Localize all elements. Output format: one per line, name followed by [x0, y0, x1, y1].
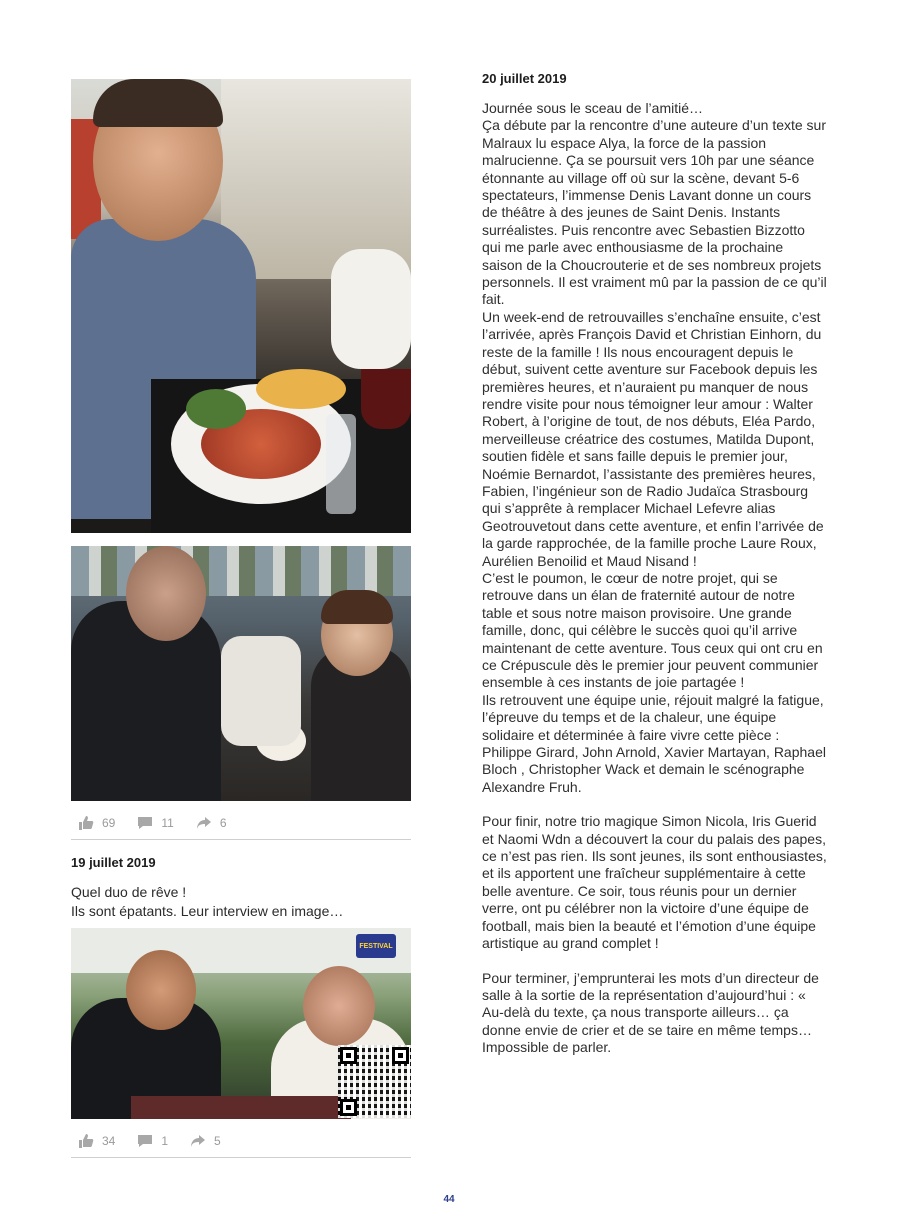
man-left-head [126, 950, 196, 1030]
share-icon [190, 1134, 206, 1148]
page-number: 44 [443, 1194, 455, 1205]
man-right-head [303, 966, 375, 1046]
caption-line: Quel duo de rêve ! [71, 884, 187, 900]
glass [326, 414, 356, 514]
share-icon [196, 816, 212, 830]
comment-count: 11 [161, 816, 174, 830]
article-paragraph: Pour finir, notre trio magique Simon Nicola, Iris Guerid et Naomi Wdn a découvert la cour du palais des papes, ce n’est pas rien. Ils sont jeunes, ils sont enthousiastes, et ils apportent une fraîcheur supplémentaire à cette belle aventure. Ce soir, tous réunis pour un dernier verre, ont pu célébrer non la victoire d’une équipe de football, mais bien la beauté et l’émotion d’une équipe artistique au grand complet ! [482, 813, 827, 952]
man-hair [93, 79, 223, 127]
post2-date: 19 juillet 2019 [71, 855, 156, 870]
qr-finder [392, 1047, 409, 1064]
divider [71, 1157, 411, 1158]
share-count: 5 [214, 1134, 221, 1148]
article-date: 20 juillet 2019 [482, 71, 567, 86]
comment-icon [137, 1134, 153, 1148]
wine-glass [361, 369, 411, 429]
bunting-decor [71, 546, 411, 596]
like-group[interactable] [78, 816, 115, 830]
divider [71, 839, 411, 840]
share-group[interactable] [190, 1134, 221, 1148]
like-count: 69 [102, 816, 116, 830]
article-body [482, 100, 827, 1057]
woman-top [331, 249, 411, 369]
man-head [126, 546, 206, 641]
like-group[interactable] [78, 1134, 115, 1148]
table [131, 1096, 351, 1119]
woman-hair [321, 590, 393, 624]
caption-line: Ils sont épatants. Leur interview en image… [71, 903, 344, 919]
article-paragraph: Ils retrouvent une équipe unie, réjouit malgré la fatigue, l’épreuve du temps et de la chaleur, une équipe solidaire et déterminée à faire vivre cette pièce : Philippe Girard, John Arnold, Xavier Martayan, Raphael Bloch , Christopher Wack et demain le scénographe Alexandre Fruh. [482, 691, 826, 795]
post2-reactions [78, 1130, 411, 1152]
qr-finder [340, 1099, 357, 1116]
article-paragraph: Pour terminer, j’emprunterai les mots d’un directeur de salle à la sortie de la représentation d’aujourd’hui : « Au-delà du texte, ça nous transporte ailleurs… ça donne envie de crier et de se taire en même temps… Impossible de parler. [482, 969, 819, 1056]
article-paragraph: Ça débute par la rencontre d’une auteure d’un texte sur Malraux lu espace Alya, la force de la passion malrucienne. Ça se poursuit vers 10h par une séance étonnante au village off où sur la scène, devant 5-6 spectateurs, l’immense Denis Lavant donne un cours de théâtre à des jeunes de Saint Denis. Instants surréalistes. Puis rencontre avec Sebastien Bizzotto qui me parle avec enthousiasme de la prochaine saison de la Choucrouterie et de ses nombreux projets personnels. Il est vraiment mû par la passion de ce qu’il fait. [482, 117, 827, 308]
comment-count: 1 [161, 1134, 169, 1148]
post2-caption [71, 883, 411, 921]
photo-dinner-table [71, 79, 411, 533]
qr-finder [340, 1047, 357, 1064]
crowd-person [221, 636, 301, 746]
article-paragraph: C’est le poumon, le cœur de notre projet, qui se retrouve dans un élan de fraternité autour de notre table et sous notre maison provisoire. Une grande famille, donc, qui célèbre le succès quoi qu’il arrive maintenant de cette aventure. Tous ceux qui ont cru en ce Crépuscule dès le premier jour peuvent communier ensemble à ces instants de joie partagée ! [482, 569, 823, 691]
salad [186, 389, 246, 429]
like-count: 34 [102, 1134, 116, 1148]
article-paragraph: Un week-end de retrouvailles s’enchaîne ensuite, c’est l’arrivée, après François David et Christian Einhorn, du reste de la famille ! Ils nous encouragent depuis le début, suivent cette aventure sur Facebook depuis les premières heures, et n’auraient pu manquer de nous rendre visite pour nous témoigner leur amour : Walter Robert, à l’origine de tout, de nos débuts, Eléa Pardo, merveilleuse créatrice des costumes, Matilda Dupont, soutien fidèle et sans faille depuis le premier jour, Noémie Bernardot, l’assistante des premières heures, Fabien, l’ingénieur son de Radio Judaïca Strasbourg qui s’apprête à remplacer Michael Lefevre alias Geotrouvetout dans cette aventure, et enfin l’arrivée de la garde rapprochée, de la famille proche Laure Roux, Aurélien Benoilid et Maud Nisand ! [482, 308, 824, 569]
share-group[interactable] [196, 816, 227, 830]
comment-group[interactable] [137, 816, 173, 830]
post1-reactions [78, 812, 411, 834]
comment-icon [137, 816, 153, 830]
thumbs-up-icon [78, 816, 94, 830]
share-count: 6 [219, 816, 227, 830]
comment-group[interactable] [137, 1134, 168, 1148]
festival-logo: FESTIVAL [356, 934, 396, 958]
photo-ice-cream-group [71, 546, 411, 801]
article-paragraph: Journée sous le sceau de l’amitié… [482, 100, 704, 116]
thumbs-up-icon [78, 1134, 94, 1148]
fries [256, 369, 346, 409]
